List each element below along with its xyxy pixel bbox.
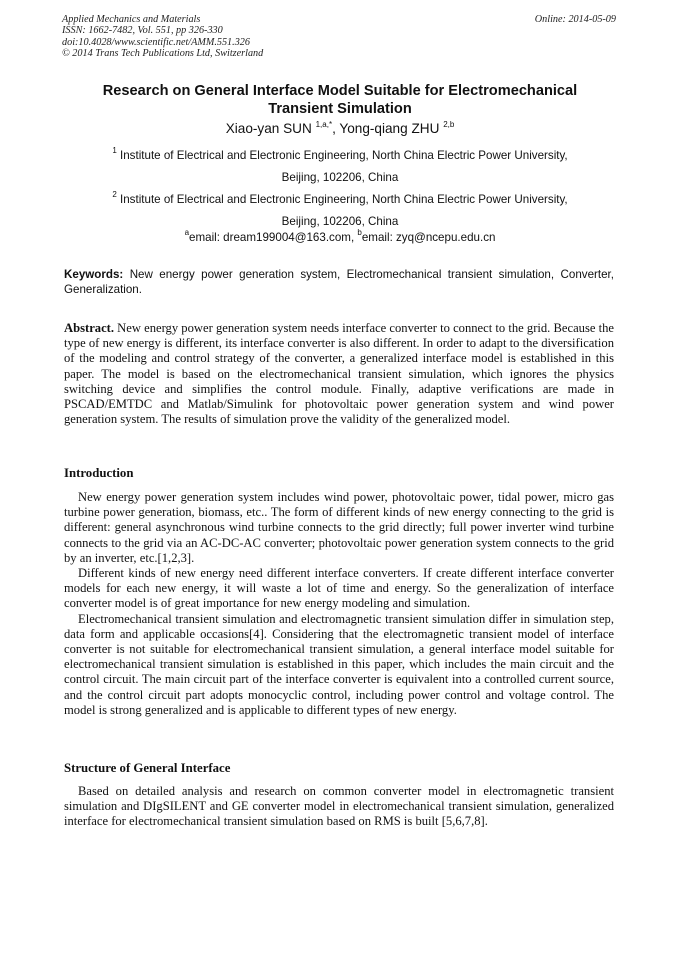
paper-title [60,82,620,118]
journal-copyright: © 2014 Trans Tech Publications Ltd, Switzerland [62,48,264,60]
email-a-marker: a [184,228,190,237]
intro-paragraph-2: Different kinds of new energy need different interface converters. If create different interface converter models for each new energy, it will waste a lot of time and energy. So the generalization of interface converter model is of great importance for new energy modeling and simulation. [64,566,614,611]
journal-doi: doi:10.4028/www.scientific.net/AMM.551.326 [62,36,250,48]
author-list [60,120,620,138]
author-2: Yong-qiang ZHU [339,121,440,136]
journal-name: Applied Mechanics and Materials [62,14,201,25]
structure-body [64,784,614,830]
author-separator: , [332,121,340,136]
title-line-1: Research on General Interface Model Suitable for Electromechanical [102,83,578,99]
email-b: email: zyq@ncepu.edu.cn [361,231,496,244]
abstract-label: Abstract. [64,321,115,335]
section-heading-structure: Structure of General Interface [64,761,231,775]
journal-issn: ISSN: 1662-7482, Vol. 551, pp 326-330 [62,25,223,37]
affiliation-1 [60,145,620,188]
section-heading-introduction: Introduction [64,466,134,480]
email-a: email: dream199004@163.com, [189,231,358,244]
intro-paragraph-1: New energy power generation system includes wind power, photovoltaic power, tidal power, micro gas turbine power generation, biomass, etc.. The form of different kinds of new energy connecting to the grid is different: general asynchronous wind turbine connects to the grid directly; full power inverter wind turbine connects to the grid via an AC-DC-AC converter; photovoltaic power generation system connects to the grid by an inverter, etc.[1,2,3]. [64,490,614,565]
email-b-marker: b [357,228,362,237]
title-line-2: Transient Simulation [268,101,412,117]
affiliation-1-line-2: Beijing, 102206, China [281,170,399,184]
affiliation-1-line-1: Institute of Electrical and Electronic Engineering, North China Electric Power University, [120,149,568,162]
abstract-text: New energy power generation system needs interface converter to connect to the grid. Because the type of new energy is different, its interface converter is also different. In order to adapt to the diversification of the modeling and control strategy of the converter, a generalized interface model is established in this paper. The model is based on the electromechanical transient simulation, which ignores the physics switching device and simplifies the control module. Finally, adaptive verifications are made in PSCAD/EMTDC and Matlab/Simulink for photovoltaic power generation system and wind power generation system. The results of simulation prove the validity of the generalized model. [64,321,614,427]
author-1: Xiao-yan SUN [225,121,312,136]
structure-paragraph-1: Based on detailed analysis and research on common converter model in electromagnetic transient simulation and DIgSILENT and GE converter model in electromechanical transient simulation, generalized interface for electromechanical transient simulation based on RMS is built [5,6,7,8]. [64,784,614,829]
keywords [64,267,614,298]
author-emails [60,230,620,246]
journal-header [62,14,622,60]
affiliation-2-line-2: Beijing, 102206, China [281,214,399,228]
introduction-body [64,490,614,718]
affiliation-1-marker: 1 [112,146,117,155]
online-date: Online: 2014-05-09 [534,14,616,25]
keywords-label: Keywords: [64,268,124,281]
author-2-affiliation: 2,b [443,120,455,129]
affiliation-2-marker: 2 [112,190,117,199]
abstract [64,321,614,427]
intro-paragraph-3: Electromechanical transient simulation and electromagnetic transient simulation differ in simulation step, data form and applicable occasions[4]. Considering that the electromagnetic transient model of interface converter is not suitable for electromechanical transient simulation, a general interface model suitable for electromechanical transient simulation is established in this paper, which includes the main circuit and the control circuit. The main circuit part of the interface converter is equivalent into a controlled current source, and the control circuit part adopts monocyclic control, including power control and voltage control. The model is strong generalized and is applicable to different types of new energy. [64,611,614,717]
keywords-text: New energy power generation system, Electromechanical transient simulation, Converter, Generalization. [64,268,614,297]
affiliation-2 [60,189,620,232]
affiliation-2-line-1: Institute of Electrical and Electronic Engineering, North China Electric Power University, [120,193,568,206]
author-1-affiliation: 1,a,* [315,120,333,129]
